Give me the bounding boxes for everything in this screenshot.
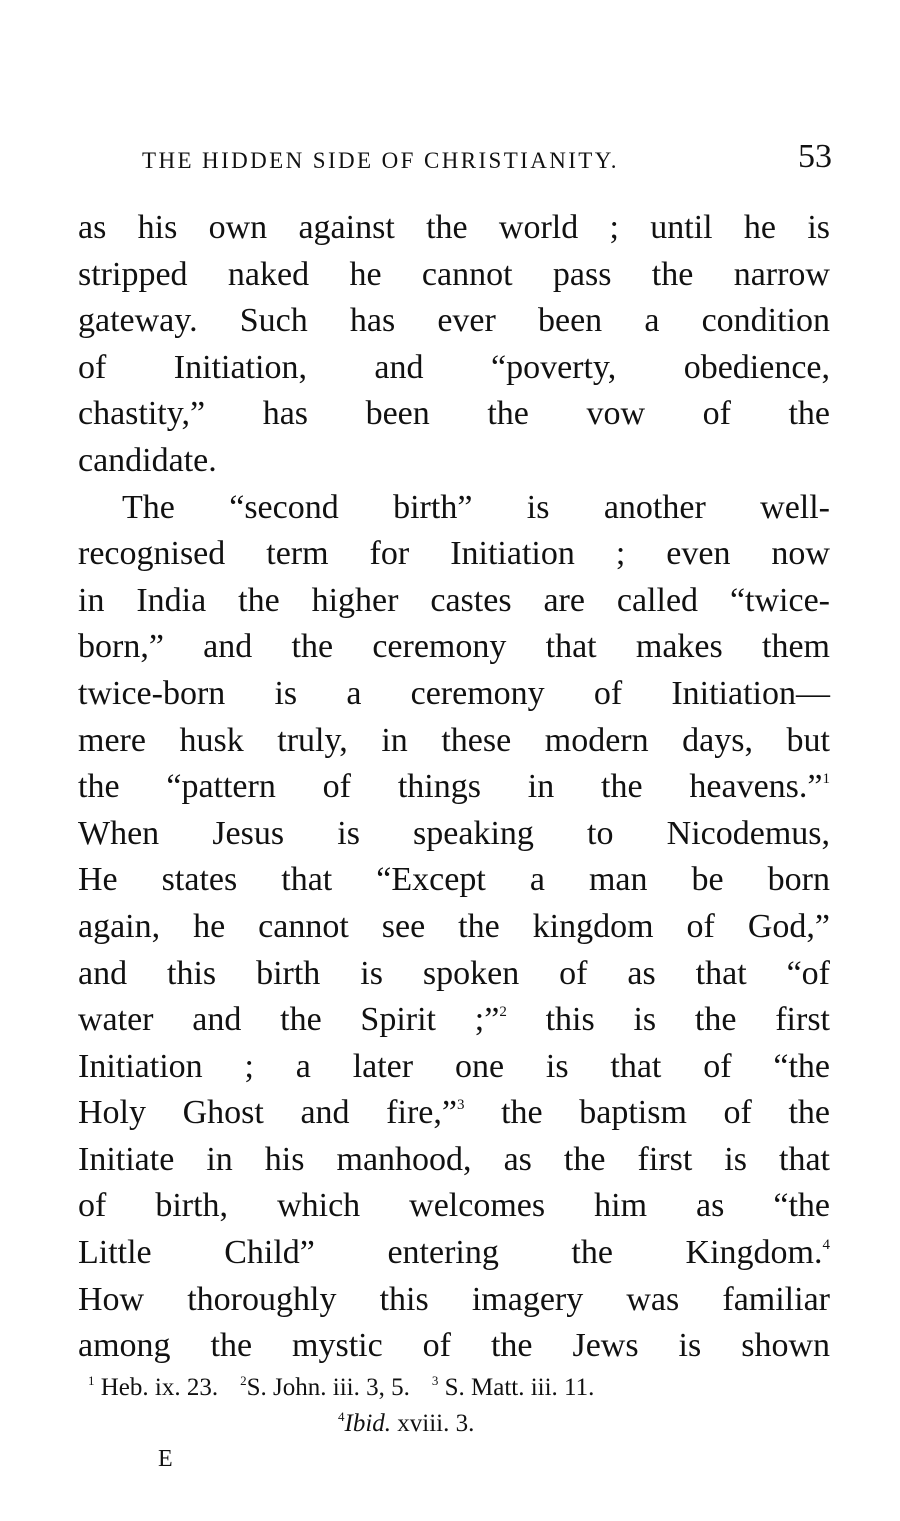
text-line: of Initiation, and “poverty, obedience,: [78, 348, 830, 386]
text-line: of birth, which welcomes him as “the: [78, 1187, 830, 1225]
text-line: He states that “Except a man be born: [78, 861, 830, 899]
text-line: candidate.: [78, 441, 217, 479]
text-line: again, he cannot see the kingdom of God,”: [78, 907, 830, 945]
text-line: stripped naked he cannot pass the narrow: [78, 255, 830, 293]
footnote-mark: 1: [88, 1373, 95, 1388]
running-head: [142, 138, 832, 182]
text-line: mere husk truly, in these modern days, but: [78, 721, 830, 759]
footnotes: [88, 1370, 808, 1442]
text-line: Little Child” entering the Kingdom.$^4$: [78, 1234, 830, 1272]
text-line: Initiation ; a later one is that of “the: [78, 1047, 830, 1085]
text-line: water and the Spirit ;”$^2$ this is the first: [78, 1001, 831, 1039]
footnote-mark: 3: [431, 1373, 439, 1388]
footnote-line: [88, 1406, 808, 1442]
text-line: How thoroughly this imagery was familiar: [78, 1280, 830, 1318]
text-line: and this birth is spoken of as that “of: [78, 954, 830, 992]
footnote-italic-text: Ibid.: [344, 1410, 392, 1437]
text-line: in India the higher castes are called “twice-: [78, 581, 830, 619]
footnote-reference: 3: [456, 1097, 465, 1114]
footnote-text: xviii. 3.: [391, 1410, 475, 1437]
footnote-mark: 2: [240, 1373, 247, 1388]
page-number: 53: [798, 138, 832, 175]
footnote-line: [88, 1370, 808, 1406]
text-line: twice-born is a ceremony of Initiation—: [78, 674, 830, 712]
footnote-mark: 4: [338, 1409, 345, 1424]
footnote-reference: 4: [822, 1237, 830, 1254]
footnote-reference: 2: [499, 1004, 507, 1021]
text-line: When Jesus is speaking to Nicodemus,: [78, 814, 830, 852]
text-line: recognised term for Initiation ; even now: [78, 535, 830, 573]
signature-mark: E: [158, 1446, 173, 1472]
running-title: THE HIDDEN SIDE OF CHRISTIANITY.: [142, 148, 619, 173]
text-line: Holy Ghost and fire,”$^3$ the baptism of the: [78, 1094, 830, 1132]
footnote-text: Heb. ix. 23.: [100, 1374, 219, 1401]
body-text: [78, 205, 830, 1370]
text-line: gateway. Such has ever been a condition: [78, 302, 830, 340]
footnote-text: S. John. iii. 3, 5.: [246, 1374, 410, 1401]
text-line: born,” and the ceremony that makes them: [78, 628, 830, 666]
text-line: among the mystic of the Jews is shown: [78, 1327, 830, 1365]
text-line: The “second birth” is another well-: [122, 488, 830, 526]
text-line: chastity,” has been the vow of the: [78, 395, 830, 433]
footnote-reference: 1: [822, 771, 830, 788]
text-line: Initiate in his manhood, as the first is that: [78, 1140, 830, 1178]
text-line: as his own against the world ; until he is: [78, 209, 830, 246]
footnote-text: S. Matt. iii. 11.: [444, 1374, 595, 1401]
text-line: the “pattern of things in the heavens.”$^1$: [78, 768, 830, 806]
